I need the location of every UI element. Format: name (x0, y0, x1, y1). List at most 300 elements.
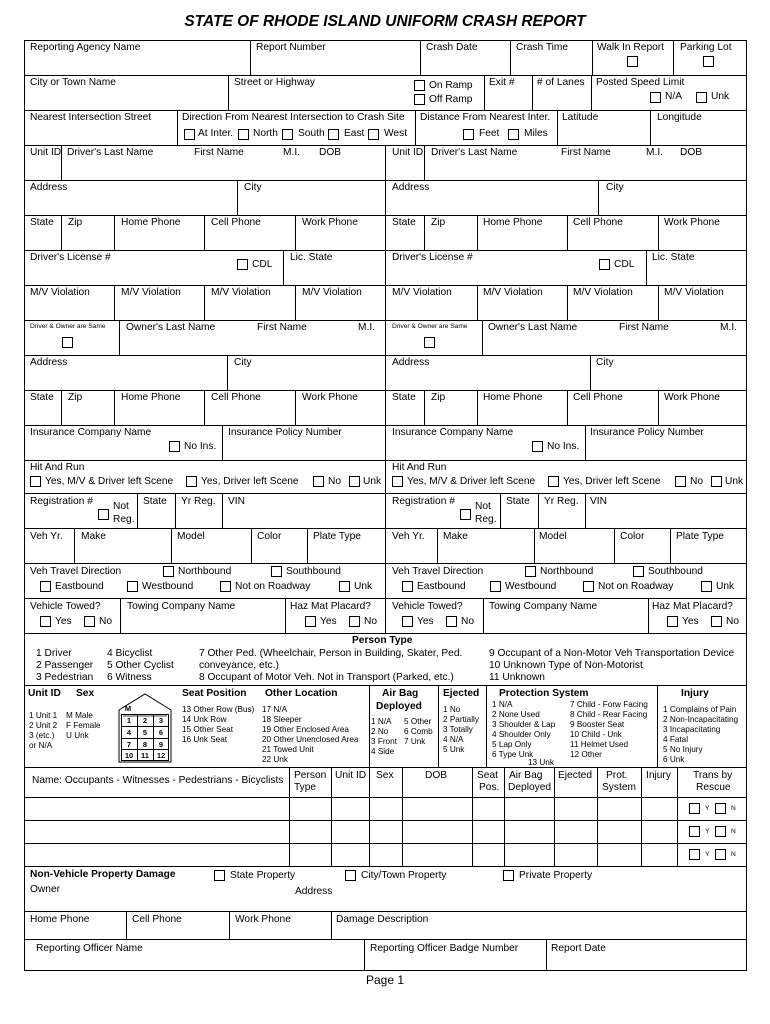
state-property-checkbox[interactable] (214, 870, 225, 881)
northbound-checkbox[interactable] (525, 566, 536, 577)
col-divider (204, 215, 205, 250)
hazmat-yes-label: Yes (682, 616, 699, 627)
mv-violation-label: M/V Violation (302, 287, 362, 298)
col-divider (61, 215, 62, 250)
property-address-label: Address (295, 886, 333, 897)
col-divider (658, 285, 659, 320)
home-phone-label: Home Phone (121, 217, 181, 228)
off-ramp-checkbox[interactable] (414, 94, 425, 105)
owner-address-label: Address (392, 357, 430, 368)
driver-owner-same-checkbox[interactable] (424, 337, 435, 348)
not-on-roadway-checkbox[interactable] (220, 581, 231, 592)
codes-ejected-item: 5 Unk (443, 745, 465, 754)
col-divider (250, 40, 251, 75)
col-divider (285, 598, 286, 633)
occupants-injury-header: Injury (646, 770, 671, 781)
southbound-checkbox[interactable] (271, 566, 282, 577)
codes-sex-item: M Male (66, 711, 93, 720)
col-divider (477, 285, 478, 320)
owner-city-label: City (596, 357, 614, 368)
owner-zip-label: Zip (68, 392, 83, 403)
trans-yes-checkbox[interactable] (689, 826, 700, 837)
yr-reg-label: Yr Reg. (181, 496, 216, 507)
codes-protection-item: 10 Child - Unk (570, 730, 622, 739)
codes-protection-item: 4 Shoulder Only (492, 730, 551, 739)
codes-other-location-item: 17 N/A (262, 705, 288, 714)
towed-yes-label: Yes (55, 616, 72, 627)
row-divider (24, 820, 747, 821)
codes-injury-item: 5 No Injury (663, 745, 703, 754)
person-type-item: 5 Other Cyclist (107, 660, 174, 671)
cdl-label: CDL (614, 259, 635, 270)
codes-other-location-heading: Other Location (265, 688, 338, 699)
nearest-intersection-label: Nearest Intersection Street (30, 112, 152, 123)
col-divider (657, 685, 658, 767)
hr-no-checkbox[interactable] (313, 476, 324, 487)
no-ins-checkbox[interactable] (532, 441, 543, 452)
col-divider (648, 598, 649, 633)
occupants-trans-header: Rescue (696, 782, 731, 793)
towed-no-checkbox[interactable] (446, 616, 457, 627)
mv-violation-label: M/V Violation (664, 287, 724, 298)
hit-and-run-label: Hit And Run (30, 462, 85, 473)
codes-injury-item: 2 Non-Incapacitating (663, 715, 739, 724)
trans-no-checkbox[interactable] (715, 849, 726, 860)
col-divider (482, 320, 483, 355)
unit-center-divider (385, 145, 386, 633)
occupants-person-type-header: Type (294, 782, 317, 793)
col-divider (420, 40, 421, 75)
hr-yes-driver-label: Yes, Driver left Scene (201, 476, 299, 487)
hr-yes-driver-checkbox[interactable] (548, 476, 559, 487)
seat-code: 7 (126, 740, 132, 749)
person-type-item: 1 Driver (36, 648, 72, 659)
report-date-label: Report Date (551, 943, 606, 954)
col-divider (597, 767, 598, 866)
not-on-roadway-checkbox[interactable] (583, 581, 594, 592)
seat-code: 5 (142, 728, 148, 737)
speed-unk-checkbox[interactable] (696, 92, 707, 103)
person-type-item: 3 Pedestrian (36, 672, 94, 683)
hazmat-yes-checkbox[interactable] (667, 616, 678, 627)
exit-label: Exit # (489, 77, 515, 88)
seat-code: 3 (158, 716, 164, 725)
direction-unk-label: Unk (354, 581, 373, 592)
col-divider (585, 493, 586, 528)
hr-no-checkbox[interactable] (675, 476, 686, 487)
driver-owner-same-label: Driver & Owner are Same (392, 323, 468, 330)
col-divider (137, 493, 138, 528)
col-divider (538, 493, 539, 528)
codes-protection-item: 2 None Used (492, 710, 540, 719)
eastbound-label: Eastbound (417, 581, 466, 592)
hazmat-no-checkbox[interactable] (711, 616, 722, 627)
first-name-label: First Name (561, 147, 611, 158)
col-divider (61, 145, 62, 180)
mi-label: M.I. (283, 147, 300, 158)
lic-state-label: Lic. State (652, 252, 695, 263)
col-divider (500, 493, 501, 528)
driver-last-label: Driver's Last Name (67, 147, 154, 158)
eastbound-checkbox[interactable] (402, 581, 413, 592)
crash-time-label: Crash Time (516, 42, 569, 53)
work-phone-label: Work Phone (664, 217, 720, 228)
col-divider (204, 285, 205, 320)
reg-state-label: State (506, 496, 530, 507)
northbound-label: Northbound (178, 566, 232, 577)
owner-home-phone-label: Home Phone (121, 392, 181, 403)
codes-unit-id-item: 3 (etc.) (29, 731, 55, 740)
parking-lot-checkbox[interactable] (703, 56, 714, 67)
cdl-checkbox[interactable] (237, 259, 248, 270)
occupants-seat-header: Pos. (479, 782, 500, 793)
owner-address-label: Address (30, 357, 68, 368)
occupants-airbag-header: Deployed (508, 782, 552, 793)
col-divider (658, 390, 659, 425)
towed-no-label: No (461, 616, 475, 627)
crash-date-label: Crash Date (426, 42, 478, 53)
travel-direction-label: Veh Travel Direction (30, 566, 122, 577)
hr-yes-driver-label: Yes, Driver left Scene (563, 476, 661, 487)
occupants-unit-id-header: Unit ID (335, 770, 367, 781)
not-reg-checkbox[interactable] (98, 509, 109, 520)
east-checkbox[interactable] (328, 129, 339, 140)
person-type-item: conveyance, etc.) (199, 660, 279, 671)
person-type-item: 8 Occupant of Motor Veh. Not in Transport (Parked, etc.) (199, 672, 454, 683)
codes-injury-heading: Injury (681, 688, 709, 699)
seat-code: 1 (126, 716, 132, 725)
dob-label: DOB (680, 147, 703, 158)
col-divider (532, 75, 533, 110)
lanes-label: # of Lanes (537, 77, 585, 88)
col-divider (295, 215, 296, 250)
towed-no-checkbox[interactable] (84, 616, 95, 627)
hazmat-no-checkbox[interactable] (349, 616, 360, 627)
codes-other-location-item: 21 Towed Unit (262, 745, 314, 754)
codes-sex-heading: Sex (76, 688, 95, 699)
codes-protection-item: 12 Other (570, 750, 602, 759)
trans-no-label: N (731, 851, 736, 858)
seat-code: 4 (126, 728, 132, 737)
officer-badge-label: Reporting Officer Badge Number (370, 943, 519, 954)
col-divider (567, 390, 568, 425)
make-label: Make (81, 531, 106, 542)
codes-protection-item: 1 N/A (492, 700, 513, 709)
codes-ejected-heading: Ejected (443, 688, 480, 699)
southbound-label: Southbound (286, 566, 341, 577)
col-divider (646, 250, 647, 285)
codes-airbag-item: 1 N/A (371, 717, 392, 726)
veh-yr-label: Veh Yr. (392, 531, 425, 542)
hazmat-yes-checkbox[interactable] (305, 616, 316, 627)
owner-work-phone-label: Work Phone (664, 392, 720, 403)
trans-yes-label: Y (705, 805, 710, 812)
col-divider (673, 40, 674, 75)
report-number-label: Report Number (256, 42, 326, 53)
hazmat-yes-label: Yes (320, 616, 337, 627)
person-type-item: 10 Unknown Type of Non-Motorist (489, 660, 643, 671)
col-divider (61, 390, 62, 425)
address-label: Address (392, 182, 430, 193)
west-checkbox[interactable] (368, 129, 379, 140)
col-divider (227, 355, 228, 390)
feet-checkbox[interactable] (463, 129, 474, 140)
row-divider (24, 843, 747, 844)
damage-description-label: Damage Description (336, 914, 429, 925)
col-divider (175, 493, 176, 528)
no-ins-checkbox[interactable] (169, 441, 180, 452)
hr-unk-label: Unk (725, 476, 744, 487)
towed-yes-checkbox[interactable] (40, 616, 51, 627)
hr-yes-driver-checkbox[interactable] (186, 476, 197, 487)
mv-violation-label: M/V Violation (392, 287, 452, 298)
hr-yes-mv-checkbox[interactable] (30, 476, 41, 487)
col-divider (591, 75, 592, 110)
col-divider (546, 939, 547, 971)
row-divider (24, 939, 747, 940)
codes-unit-id-item: or N/A (29, 741, 53, 750)
mi-label: M.I. (646, 147, 663, 158)
col-divider (251, 528, 252, 563)
hr-unk-checkbox[interactable] (349, 476, 360, 487)
col-divider (74, 528, 75, 563)
walk-in-report-checkbox[interactable] (627, 56, 638, 67)
westbound-label: Westbound (142, 581, 194, 592)
owner-city-label: City (234, 357, 252, 368)
city-property-label: City/Town Property (361, 870, 447, 881)
north-checkbox[interactable] (238, 129, 249, 140)
not-reg-checkbox[interactable] (460, 509, 471, 520)
codes-ejected-item: 3 Totally (443, 725, 473, 734)
street-highway-label: Street or Highway (234, 77, 315, 88)
owner-first-name-label: First Name (619, 322, 669, 333)
miles-checkbox[interactable] (508, 129, 519, 140)
seat-code: 2 (142, 716, 148, 725)
parking-lot-label: Parking Lot (680, 42, 732, 53)
person-type-heading: Person Type (352, 635, 413, 646)
city-label: City (244, 182, 262, 193)
driver-owner-same-label: Driver & Owner are Same (30, 323, 106, 330)
codes-airbag-item: 7 Unk (404, 737, 426, 746)
property-cell-phone-label: Cell Phone (132, 914, 182, 925)
page-number: Page 1 (365, 973, 405, 987)
codes-other-location-item: 18 Sleeper (262, 715, 302, 724)
owner-mi-label: M.I. (720, 322, 737, 333)
trans-no-label: N (731, 828, 736, 835)
yr-reg-label: Yr Reg. (544, 496, 579, 507)
col-divider (369, 767, 370, 866)
property-work-phone-label: Work Phone (235, 914, 291, 925)
insurance-policy-label: Insurance Policy Number (228, 427, 342, 438)
codes-airbag-heading: Air Bag (382, 688, 419, 699)
occupants-dob-header: DOB (425, 770, 448, 781)
cdl-checkbox[interactable] (599, 259, 610, 270)
col-divider (438, 685, 439, 767)
trans-no-checkbox[interactable] (715, 826, 726, 837)
person-type-item: 2 Passenger (36, 660, 94, 671)
plate-type-label: Plate Type (676, 531, 724, 542)
state-label: State (392, 217, 416, 228)
trans-yes-checkbox[interactable] (689, 849, 700, 860)
reg-state-label: State (143, 496, 167, 507)
at-inter-checkbox[interactable] (184, 129, 195, 140)
col-divider (472, 767, 473, 866)
driver-last-label: Driver's Last Name (431, 147, 518, 158)
southbound-label: Southbound (648, 566, 703, 577)
hazmat-label: Haz Mat Placard? (652, 601, 733, 612)
city-property-checkbox[interactable] (345, 870, 356, 881)
trans-yes-label: Y (705, 828, 710, 835)
direction-unk-checkbox[interactable] (339, 581, 350, 592)
col-divider (567, 285, 568, 320)
direction-label: Direction From Nearest Intersection to Crash Site (182, 112, 405, 123)
hr-unk-label: Unk (363, 476, 382, 487)
codes-airbag-item: 6 Comb (404, 727, 433, 736)
col-divider (307, 528, 308, 563)
trans-yes-checkbox[interactable] (689, 803, 700, 814)
col-divider (567, 215, 568, 250)
owner-state-label: State (392, 392, 416, 403)
reg-label: Reg. (113, 514, 135, 525)
occupants-person-type-header: Person (294, 770, 327, 781)
hit-and-run-label: Hit And Run (392, 462, 447, 473)
col-divider (289, 767, 290, 866)
private-property-checkbox[interactable] (503, 870, 514, 881)
eastbound-label: Eastbound (55, 581, 104, 592)
col-divider (204, 390, 205, 425)
westbound-checkbox[interactable] (490, 581, 501, 592)
cell-phone-label: Cell Phone (573, 217, 623, 228)
codes-injury-item: 4 Fatal (663, 735, 689, 744)
codes-sex-item: F Female (66, 721, 101, 730)
state-property-label: State Property (230, 870, 296, 881)
reporting-agency-label: Reporting Agency Name (30, 42, 141, 53)
col-divider (222, 425, 223, 460)
towed-yes-label: Yes (417, 616, 434, 627)
northbound-checkbox[interactable] (163, 566, 174, 577)
codes-airbag-item: 5 Other (404, 717, 432, 726)
model-label: Model (177, 531, 205, 542)
codes-ejected-item: 2 Partially (443, 715, 479, 724)
eastbound-checkbox[interactable] (40, 581, 51, 592)
col-divider (641, 767, 642, 866)
at-inter-label: At Inter. (198, 128, 234, 139)
occupants-sex-header: Sex (376, 770, 394, 781)
registration-label: Registration # (30, 496, 93, 507)
owner-cell-phone-label: Cell Phone (211, 392, 261, 403)
hr-yes-mv-checkbox[interactable] (392, 476, 403, 487)
seat-code: 10 (124, 751, 134, 760)
col-divider (295, 390, 296, 425)
mv-violation-label: M/V Violation (30, 287, 90, 298)
distance-label: Distance From Nearest Inter. (420, 112, 551, 123)
hazmat-no-label: No (726, 616, 740, 627)
towed-yes-checkbox[interactable] (402, 616, 413, 627)
person-type-item: 9 Occupant of a Non-Motor Veh Transportation Device (489, 648, 735, 659)
codes-other-location-item: 19 Other Enclosed Area (262, 725, 349, 734)
hr-unk-checkbox[interactable] (711, 476, 722, 487)
codes-airbag-item: 2 No (371, 727, 389, 736)
codes-protection-item: 6 Type Unk (492, 750, 534, 759)
driver-owner-same-checkbox[interactable] (62, 337, 73, 348)
codes-unit-id-item: 2 Unit 2 (29, 721, 58, 730)
col-divider (484, 75, 485, 110)
owner-zip-label: Zip (431, 392, 446, 403)
row-divider (24, 75, 747, 76)
col-divider (126, 911, 127, 939)
not-label: Not (475, 501, 491, 512)
codes-protection-item: 8 Child - Rear Facing (570, 710, 648, 719)
officer-name-label: Reporting Officer Name (36, 943, 143, 954)
address-label: Address (30, 182, 68, 193)
person-type-item: 6 Witness (107, 672, 152, 683)
insurance-policy-label: Insurance Policy Number (590, 427, 704, 438)
codes-protection-item: 11 Helmet Used (570, 740, 629, 749)
zip-label: Zip (431, 217, 446, 228)
lic-state-label: Lic. State (290, 252, 333, 263)
codes-injury-item: 1 Complains of Pain (663, 705, 737, 714)
codes-protection-item: 5 Lap Only (492, 740, 532, 749)
southbound-checkbox[interactable] (633, 566, 644, 577)
speed-na-checkbox[interactable] (650, 92, 661, 103)
north-label: North (253, 128, 278, 139)
col-divider (504, 767, 505, 866)
seat-code: 12 (156, 751, 166, 760)
on-ramp-checkbox[interactable] (414, 80, 425, 91)
speed-na-label: N/A (665, 91, 682, 102)
trans-no-checkbox[interactable] (715, 803, 726, 814)
codes-other-location-item: 20 Other Unenclosed Area (262, 735, 359, 744)
seat-code: 9 (158, 740, 164, 749)
owner-work-phone-label: Work Phone (302, 392, 358, 403)
veh-yr-label: Veh Yr. (30, 531, 63, 542)
off-ramp-label: Off Ramp (429, 94, 473, 105)
city-town-label: City or Town Name (30, 77, 116, 88)
codes-seat-item: 13 Other Row (Bus) (182, 705, 255, 714)
occupants-trans-header: Trans by (693, 770, 733, 781)
occupants-protection-header: System (602, 782, 636, 793)
model-label: Model (539, 531, 567, 542)
hr-yes-mv-label: Yes, M/V & Driver left Scene (407, 476, 536, 487)
col-divider (283, 250, 284, 285)
private-property-label: Private Property (519, 870, 593, 881)
occupants-ejected-header: Ejected (558, 770, 592, 781)
occupants-airbag-header: Air Bag (509, 770, 543, 781)
col-divider (477, 390, 478, 425)
westbound-checkbox[interactable] (127, 581, 138, 592)
codes-unit-id-heading: Unit ID (28, 688, 61, 699)
work-phone-label: Work Phone (302, 217, 358, 228)
codes-injury-item: 3 Incapacitating (663, 725, 721, 734)
south-checkbox[interactable] (282, 129, 293, 140)
hazmat-no-label: No (364, 616, 378, 627)
not-on-roadway-label: Not on Roadway (235, 581, 311, 592)
property-home-phone-label: Home Phone (30, 914, 90, 925)
col-divider (177, 110, 178, 145)
cell-phone-label: Cell Phone (211, 217, 261, 228)
hr-yes-mv-label: Yes, M/V & Driver left Scene (45, 476, 174, 487)
col-divider (437, 528, 438, 563)
person-type-item: 7 Other Ped. (Wheelchair, Person in Building, Skater, Ped. (199, 648, 463, 659)
codes-seat-item: 14 Unk Row (182, 715, 227, 724)
col-divider (477, 215, 478, 250)
col-divider (331, 767, 332, 866)
not-on-roadway-label: Not on Roadway (598, 581, 674, 592)
col-divider (677, 767, 678, 866)
westbound-label: Westbound (505, 581, 557, 592)
direction-unk-checkbox[interactable] (701, 581, 712, 592)
col-divider (415, 110, 416, 145)
